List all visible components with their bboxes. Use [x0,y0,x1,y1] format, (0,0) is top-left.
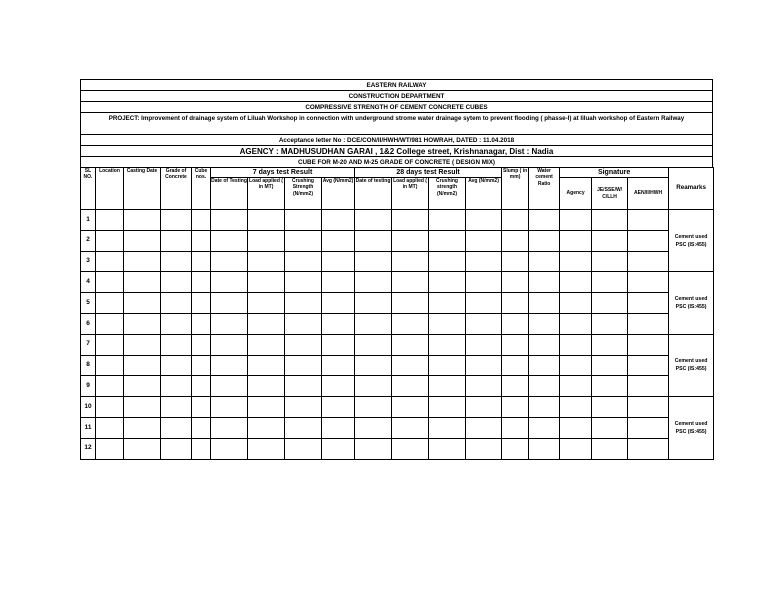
data-cell [628,230,669,251]
data-cell [355,210,392,231]
data-cell [355,334,392,355]
data-cell [161,417,192,438]
data-cell [466,417,502,438]
data-cell [161,355,192,376]
data-cell [322,417,355,438]
data-cell [161,334,192,355]
data-cell [502,210,529,231]
data-cell [285,334,322,355]
data-cell [560,210,592,231]
data-cell [355,251,392,272]
data-cell [502,376,529,397]
table-row [81,293,714,314]
data-cell [392,417,429,438]
data-cell [161,272,192,293]
data-cell [502,313,529,334]
data-cell [192,397,211,418]
data-cell [161,376,192,397]
data-cell [628,313,669,334]
group-signature: Signature [560,168,669,178]
data-cell [124,293,161,314]
data-cell [392,355,429,376]
sl-no-cell: 9 [81,376,96,397]
table-row [81,355,714,376]
data-cell [429,438,466,459]
data-cell [322,210,355,231]
col-cube-nos: Cube nos. [192,168,211,210]
project-description: PROJECT: Improvement of drainage system of Liluah Workshop in connection with underground strome water drainage sytem to prevent flooding ( phasse-I) at liluah workshop of Eastern Railway [80,112,713,134]
data-cell [355,230,392,251]
data-cell [285,272,322,293]
data-cell [529,376,560,397]
data-cell [248,210,285,231]
data-cell [285,438,322,459]
data-cell [628,272,669,293]
data-cell [248,313,285,334]
data-cell [248,438,285,459]
data-cell [429,355,466,376]
table-row [81,230,714,251]
data-cell [248,272,285,293]
results-table [80,167,714,460]
data-cell [502,397,529,418]
data-cell [628,210,669,231]
data-cell [96,417,124,438]
data-cell [211,334,248,355]
data-cell [355,293,392,314]
data-cell [322,272,355,293]
data-cell [285,230,322,251]
data-cell [192,251,211,272]
data-cell [392,376,429,397]
data-cell [429,334,466,355]
department-title: CONSTRUCTION DEPARTMENT [80,90,713,101]
data-cell [628,355,669,376]
data-cell [560,230,592,251]
data-cell [161,210,192,231]
data-cell [628,334,669,355]
data-cell [429,230,466,251]
col-avg-28: Avg (N/mm2) [466,178,502,210]
data-cell [124,417,161,438]
col-date-of-testing-28: Date of testing [355,178,392,210]
data-cell [96,293,124,314]
data-cell [322,334,355,355]
data-cell [355,438,392,459]
data-cell [161,397,192,418]
data-cell [429,251,466,272]
data-cell [192,376,211,397]
data-cell [124,355,161,376]
data-cell [560,397,592,418]
data-cell [466,210,502,231]
sl-no-cell: 3 [81,251,96,272]
data-cell [392,397,429,418]
data-cell [592,438,628,459]
data-cell [529,293,560,314]
data-cell [124,397,161,418]
remarks-cell: Cement used PSC (IS:455) [669,210,714,272]
data-cell [529,417,560,438]
data-cell [392,293,429,314]
data-cell [529,334,560,355]
data-cell [96,230,124,251]
data-cell [248,397,285,418]
data-cell [529,397,560,418]
data-cell [285,376,322,397]
data-cell [192,438,211,459]
data-cell [466,251,502,272]
sl-no-cell: 8 [81,355,96,376]
group-7-days: 7 days test Result [211,168,355,178]
data-cell [355,376,392,397]
data-cell [466,397,502,418]
data-cell [285,355,322,376]
data-cell [560,251,592,272]
data-cell [285,293,322,314]
data-cell [322,251,355,272]
col-crushing-strength-7: Crushing Strength (N/mm2) [285,178,322,210]
data-cell [592,210,628,231]
sl-no-cell: 5 [81,293,96,314]
data-cell [285,210,322,231]
remarks-cell: Cement used PSC (IS:455) [669,397,714,459]
data-cell [560,272,592,293]
data-cell [392,272,429,293]
data-cell [466,313,502,334]
sl-no-cell: 1 [81,210,96,231]
data-cell [560,334,592,355]
data-cell [211,438,248,459]
table-row [81,397,714,418]
data-cell [96,376,124,397]
data-cell [592,376,628,397]
data-cell [211,293,248,314]
data-cell [392,230,429,251]
data-cell [161,438,192,459]
data-cell [502,355,529,376]
data-cell [96,355,124,376]
data-cell [96,397,124,418]
data-cell [124,313,161,334]
data-cell [211,230,248,251]
data-cell [211,272,248,293]
sl-no-cell: 6 [81,313,96,334]
col-avg-7: Avg (N/mm2) [322,178,355,210]
data-cell [161,230,192,251]
data-cell [211,210,248,231]
col-remarks: Reamarks [669,168,714,210]
data-cell [429,397,466,418]
col-sig-aen: AEN/II/HWH [628,178,669,210]
data-cell [502,417,529,438]
data-cell [124,210,161,231]
data-cell [628,293,669,314]
data-cell [322,313,355,334]
col-location: Location [96,168,124,210]
data-cell [529,272,560,293]
sl-no-cell: 12 [81,438,96,459]
cube-grade-line: CUBE FOR M-20 AND M-25 GRADE OF CONCRETE ( DESIGN MIX) [80,156,713,167]
data-cell [96,334,124,355]
col-water-cement-ratio: Water cement Ratio [529,168,560,210]
data-cell [96,251,124,272]
data-cell [560,355,592,376]
table-row [81,417,714,438]
col-sig-je: JE/SSE/W/ C/LLH [592,178,628,210]
acceptance-letter: Acceptance letter No : DCE/CON/II/HWH/WT/981 HOWRAH, DATED : 11.04.2018 [80,134,713,145]
data-cell [124,272,161,293]
data-cell [192,272,211,293]
data-cell [285,417,322,438]
cube-test-sheet [80,79,713,460]
data-cell [161,293,192,314]
data-cell [429,313,466,334]
data-cell [322,293,355,314]
table-row [81,251,714,272]
data-cell [211,376,248,397]
data-cell [248,417,285,438]
data-cell [192,293,211,314]
data-cell [192,210,211,231]
data-cell [355,397,392,418]
table-row [81,210,714,231]
data-cell [592,230,628,251]
data-cell [285,251,322,272]
data-cell [161,313,192,334]
data-cell [192,355,211,376]
data-cell [429,293,466,314]
data-cell [592,293,628,314]
data-cell [429,417,466,438]
data-cell [211,313,248,334]
data-cell [560,438,592,459]
sl-no-cell: 7 [81,334,96,355]
data-cell [529,251,560,272]
data-cell [322,355,355,376]
data-cell [466,376,502,397]
col-load-applied-7: Load applied ( in MT) [248,178,285,210]
data-cell [161,251,192,272]
data-cell [96,438,124,459]
data-cell [124,334,161,355]
data-cell [192,334,211,355]
data-cell [592,334,628,355]
data-cell [211,251,248,272]
data-cell [355,313,392,334]
data-cell [560,417,592,438]
data-cell [502,272,529,293]
data-cell [502,438,529,459]
sl-no-cell: 4 [81,272,96,293]
data-cell [628,376,669,397]
col-sl-no: SL NO. [81,168,96,210]
col-crushing-strength-28: Crushing strength (N/mm2) [429,178,466,210]
sl-no-cell: 11 [81,417,96,438]
data-cell [392,313,429,334]
col-slump: Slump ( in mm) [502,168,529,210]
col-casting-date: Casting Date [124,168,161,210]
col-sig-agency: Agency [560,178,592,210]
data-cell [248,230,285,251]
data-cell [592,272,628,293]
data-cell [628,397,669,418]
data-cell [355,272,392,293]
data-cell [322,397,355,418]
table-row [81,438,714,459]
data-cell [192,230,211,251]
data-cell [322,376,355,397]
data-cell [592,251,628,272]
data-cell [96,210,124,231]
data-cell [248,251,285,272]
data-cell [211,397,248,418]
data-cell [248,376,285,397]
data-cell [502,293,529,314]
data-cell [429,272,466,293]
remarks-cell: Cement used PSC (IS:455) [669,334,714,396]
data-cell [392,438,429,459]
data-cell [560,313,592,334]
data-cell [285,397,322,418]
data-cell [529,438,560,459]
data-cell [96,313,124,334]
data-cell [466,230,502,251]
data-cell [124,230,161,251]
group-28-days: 28 days test Result [355,168,502,178]
data-cell [502,230,529,251]
data-cell [355,355,392,376]
document-title: COMPRESSIVE STRENGTH OF CEMENT CONCRETE CUBES [80,101,713,112]
data-cell [392,334,429,355]
data-cell [628,438,669,459]
data-cell [192,313,211,334]
data-cell [211,417,248,438]
data-cell [466,293,502,314]
org-title: EASTERN RAILWAY [80,79,713,90]
data-cell [592,355,628,376]
table-row [81,334,714,355]
data-cell [466,334,502,355]
data-cell [529,355,560,376]
data-cell [248,293,285,314]
table-row [81,272,714,293]
data-cell [355,417,392,438]
data-cell [429,210,466,231]
data-cell [124,251,161,272]
data-cell [560,293,592,314]
data-cell [211,355,248,376]
data-cell [96,272,124,293]
data-cell [322,230,355,251]
data-cell [502,334,529,355]
col-grade-of-concrete: Grade of Concrete [161,168,192,210]
table-row [81,376,714,397]
data-cell [529,210,560,231]
data-cell [392,210,429,231]
data-cell [560,376,592,397]
data-cell [529,313,560,334]
data-cell [466,355,502,376]
data-cell [466,438,502,459]
agency-line: AGENCY : MADHUSUDHAN GARAI , 1&2 College street, Krishnanagar, Dist : Nadia [80,145,713,156]
data-cell [192,417,211,438]
data-cell [466,272,502,293]
data-cell [392,251,429,272]
sl-no-cell: 10 [81,397,96,418]
col-load-applied-28: Load applied ( in MT) [392,178,429,210]
data-cell [248,355,285,376]
data-cell [592,397,628,418]
data-cell [502,251,529,272]
data-cell [124,438,161,459]
data-cell [628,417,669,438]
sl-no-cell: 2 [81,230,96,251]
data-cell [248,334,285,355]
data-cell [124,376,161,397]
col-date-of-testing-7: Date of Testing [211,178,248,210]
data-cell [592,417,628,438]
data-cell [592,313,628,334]
data-cell [628,251,669,272]
data-cell [322,438,355,459]
data-cell [285,313,322,334]
data-cell [529,230,560,251]
data-cell [429,376,466,397]
remarks-cell: Cement used PSC (IS:455) [669,272,714,334]
table-row [81,313,714,334]
